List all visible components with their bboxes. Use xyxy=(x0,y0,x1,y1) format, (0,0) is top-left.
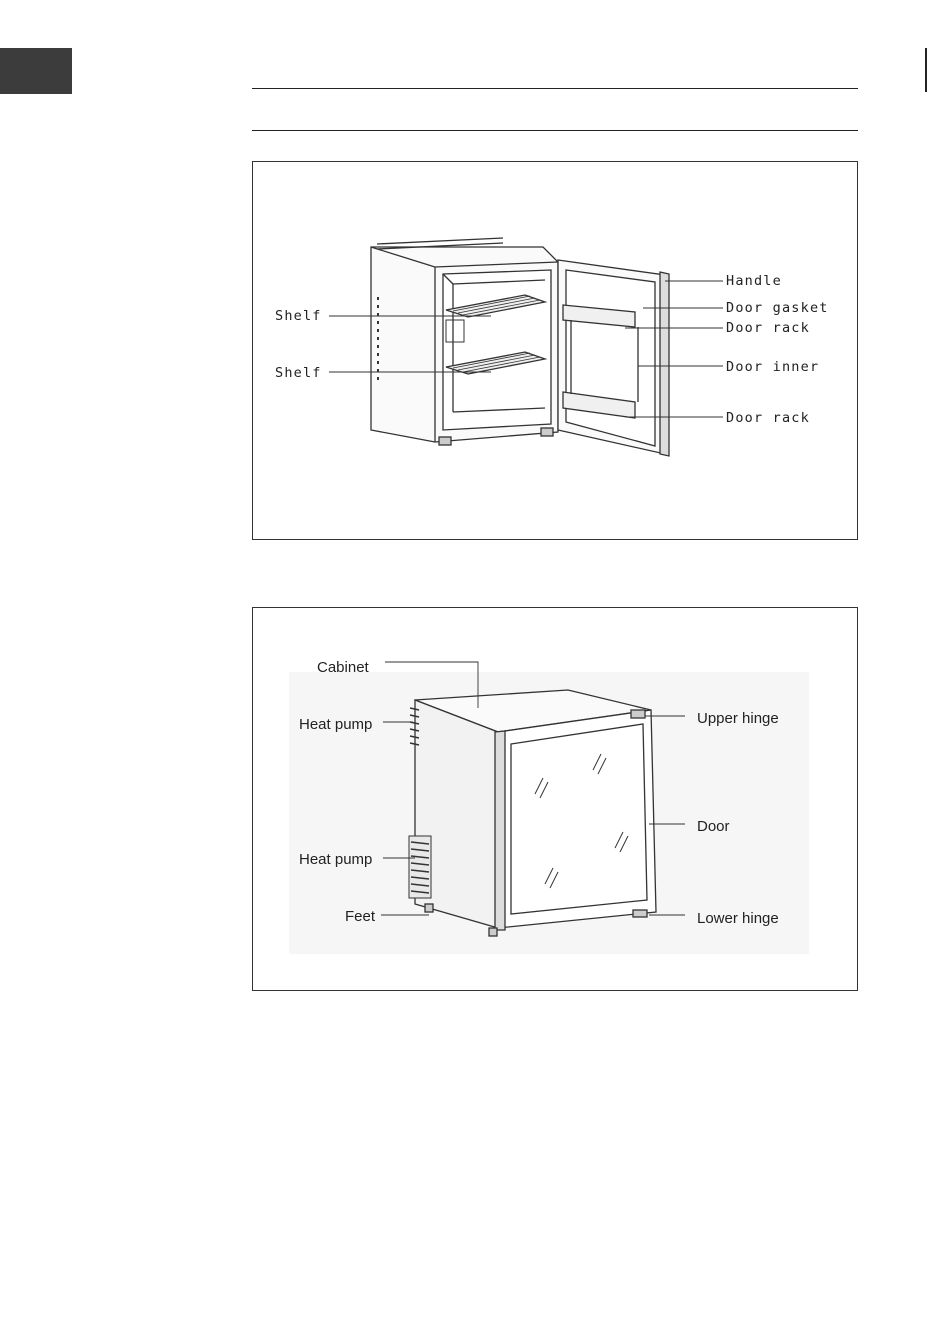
label-upper-hinge: Upper hinge xyxy=(697,710,779,727)
label-door: Door xyxy=(697,818,730,835)
open-fridge-illustration xyxy=(253,162,857,539)
header-rule-top xyxy=(252,88,858,89)
label-cabinet: Cabinet xyxy=(317,659,369,676)
language-tab xyxy=(0,48,72,94)
label-shelf-lower: Shelf xyxy=(275,365,322,381)
header-rule-bottom xyxy=(252,130,858,131)
label-door-rack-lower: Door rack xyxy=(726,410,810,426)
figure-open-fridge xyxy=(252,161,858,540)
label-door-rack-upper: Door rack xyxy=(726,320,810,336)
label-handle: Handle xyxy=(726,273,782,289)
label-door-inner: Door inner xyxy=(726,359,820,375)
label-feet: Feet xyxy=(345,908,376,925)
label-shelf-upper: Shelf xyxy=(275,308,322,324)
page-edge-mark xyxy=(925,48,927,92)
label-heat-pump-upper: Heat pump xyxy=(299,716,373,733)
label-lower-hinge: Lower hinge xyxy=(697,910,779,927)
label-door-gasket: Door gasket xyxy=(726,300,829,316)
label-heat-pump-lower: Heat pump xyxy=(299,851,373,868)
figure-closed-fridge xyxy=(252,607,858,991)
closed-fridge-illustration xyxy=(253,608,857,990)
